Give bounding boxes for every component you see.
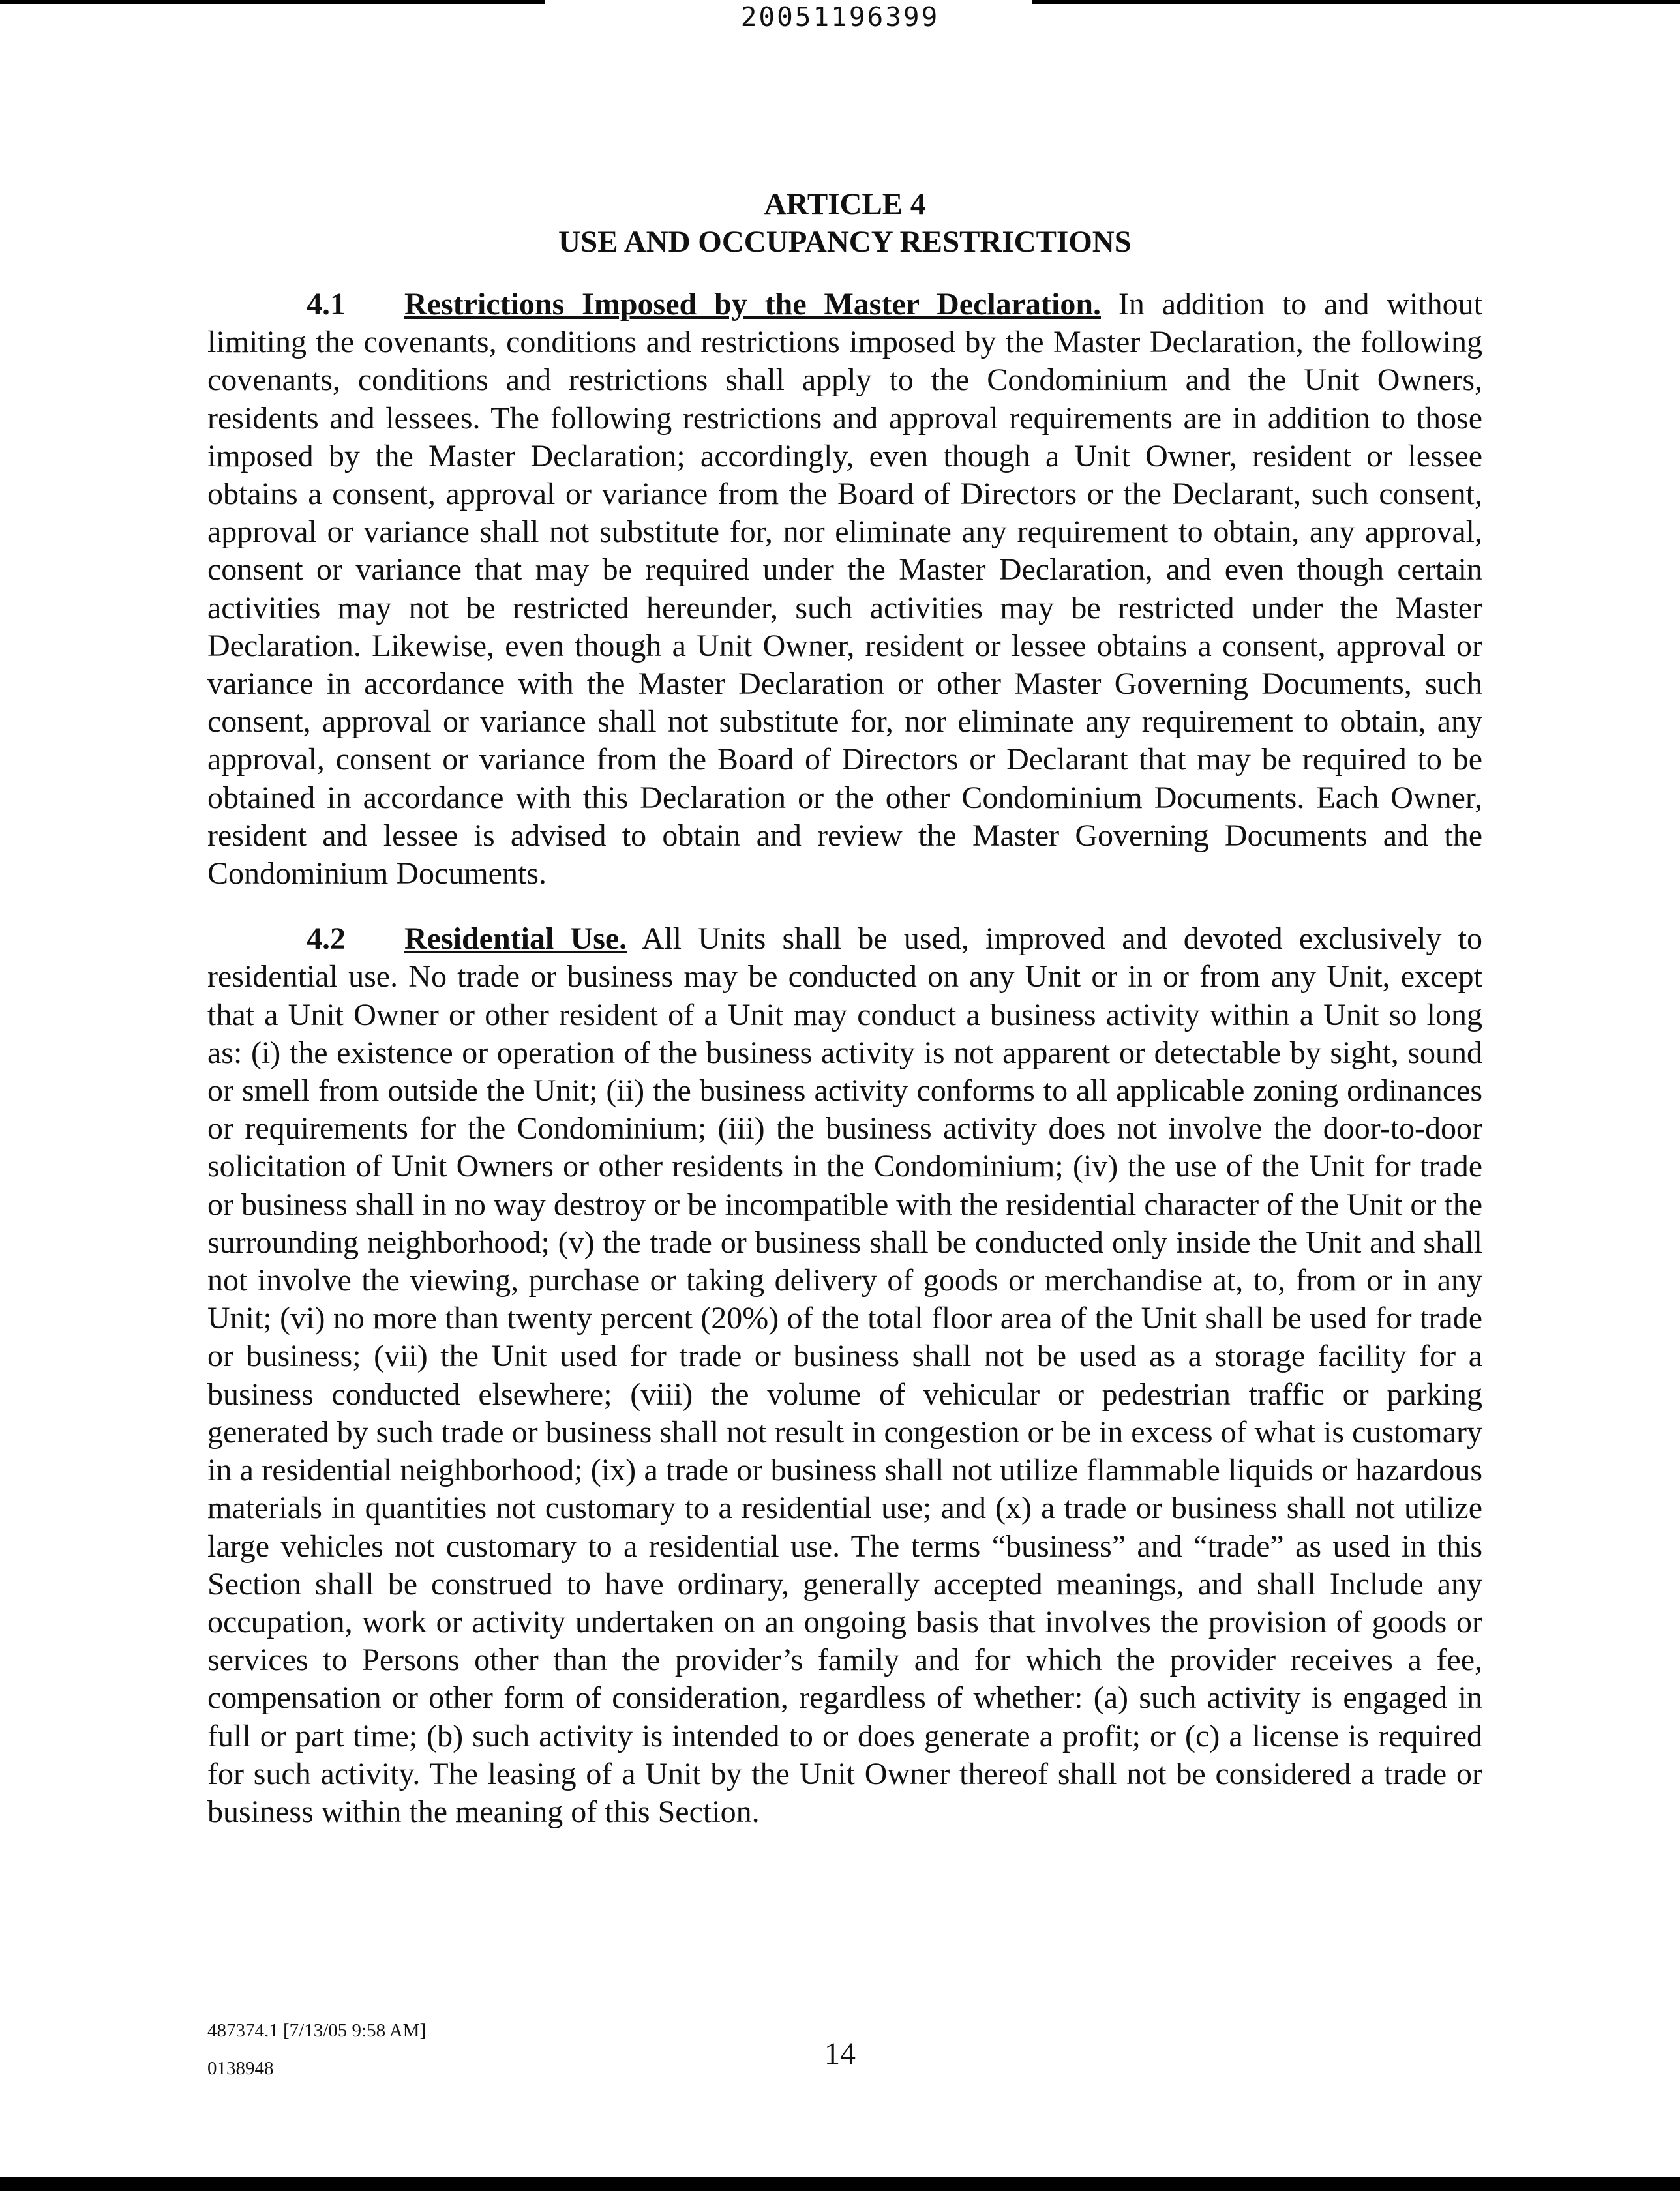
document-page <box>207 185 1482 1831</box>
section-body: All Units shall be used, improved and devoted exclusively to residential use. No trade or business may be conducted on any Unit or in or from any Unit, except that a Unit Owner or other resident of a Unit may conduct a business activity within a Unit so long as: (i) the existence or operation of the business activity is not apparent or detectable by sight, sound or smell from outside the Unit; (ii) the business activity conforms to all applicable zoning ordinances or requirements for the Condominium; (iii) the business activity does not involve the door-to-door solicitation of Unit Owners or other residents in the Condominium; (iv) the use of the Unit for trade or business shall in no way destroy or be incompatible with the residential character of the Unit or the surrounding neighborhood; (v) the trade or business shall be conducted only inside the Unit and shall not involve the viewing, purchase or taking delivery of goods or merchandise at, to, from or in any Unit; (vi) no more than twenty percent (20%) of the total floor area of the Unit shall be used for trade or business; (vii) the Unit used for trade or business shall not be used as a storage facility for a business conducted elsewhere; (viii) the volume of vehicular or pedestrian traffic or parking generated by such trade or business shall not result in congestion or be in excess of what is customary in a residential neighborhood; (ix) a trade or business shall not utilize flammable liquids or hazardous materials in quantities not customary to a residential use; and (x) a trade or business shall not utilize large vehicles not customary to a residential use. The terms “business” and “trade” as used in this Section shall be construed to have ordinary, generally accepted meanings, and shall Include any occupation, work or activity undertaken on an ongoing basis that involves the provision of goods or services to Persons other than the provider’s family and for which the provider receives a fee, compensation or other form of consideration, regardless of whether: (a) such activity is engaged in full or part time; (b) such activity is intended to or does generate a profit; or (c) a license is required for such activity. The leasing of a Unit by the Unit Owner thereof shall not be considered a trade or business within the meaning of this Section. <box>207 921 1483 1829</box>
section-number: 4.1 <box>307 287 346 321</box>
section-title: Residential Use. <box>404 921 627 957</box>
scan-border-bottom <box>0 2177 1680 2191</box>
section-body: In addition to and without limiting the covenants, conditions and restrictions imposed by the Master Declaration, the following covenants, conditions and restrictions shall apply to the Condominium and the Unit Owners, residents and lessees. The following restrictions and approval requirements are in addition to those imposed by the Master Declaration; accordingly, even though a Unit Owner, resident or lessee obtains a consent, approval or variance from the Board of Directors or the Declarant, such consent, approval or variance shall not substitute for, nor eliminate any requirement to obtain, any approval, consent or variance that may be required under the Master Declaration, and even though certain activities may not be restricted hereunder, such activities may be restricted under the Master Declaration. Likewise, even though a Unit Owner, resident or lessee obtains a consent, approval or variance in accordance with the Master Declaration or other Master Governing Documents, such consent, approval or variance shall not substitute for, nor eliminate any requirement to obtain, any approval, consent or variance from the Board of Directors or Declarant that may be required to be obtained in accordance with this Declaration or the other Condominium Documents. Each Owner, resident and lessee is advised to obtain and review the Master Governing Documents and the Condominium Documents. <box>207 287 1482 891</box>
document-number: 20051196399 <box>740 1 940 33</box>
section-paragraph <box>207 920 1482 1831</box>
footer-doc-code: 0138948 <box>207 2058 274 2079</box>
page-number: 14 <box>824 2036 856 2071</box>
section-title: Restrictions Imposed by the Master Declaration. <box>404 287 1102 321</box>
section-paragraph <box>207 286 1482 893</box>
footer-doc-version: 487374.1 [7/13/05 9:58 AM] <box>207 2020 427 2041</box>
section-number: 4.2 <box>307 921 346 957</box>
article-title: USE AND OCCUPANCY RESTRICTIONS <box>558 225 1132 259</box>
article-number: ARTICLE 4 <box>764 187 926 221</box>
